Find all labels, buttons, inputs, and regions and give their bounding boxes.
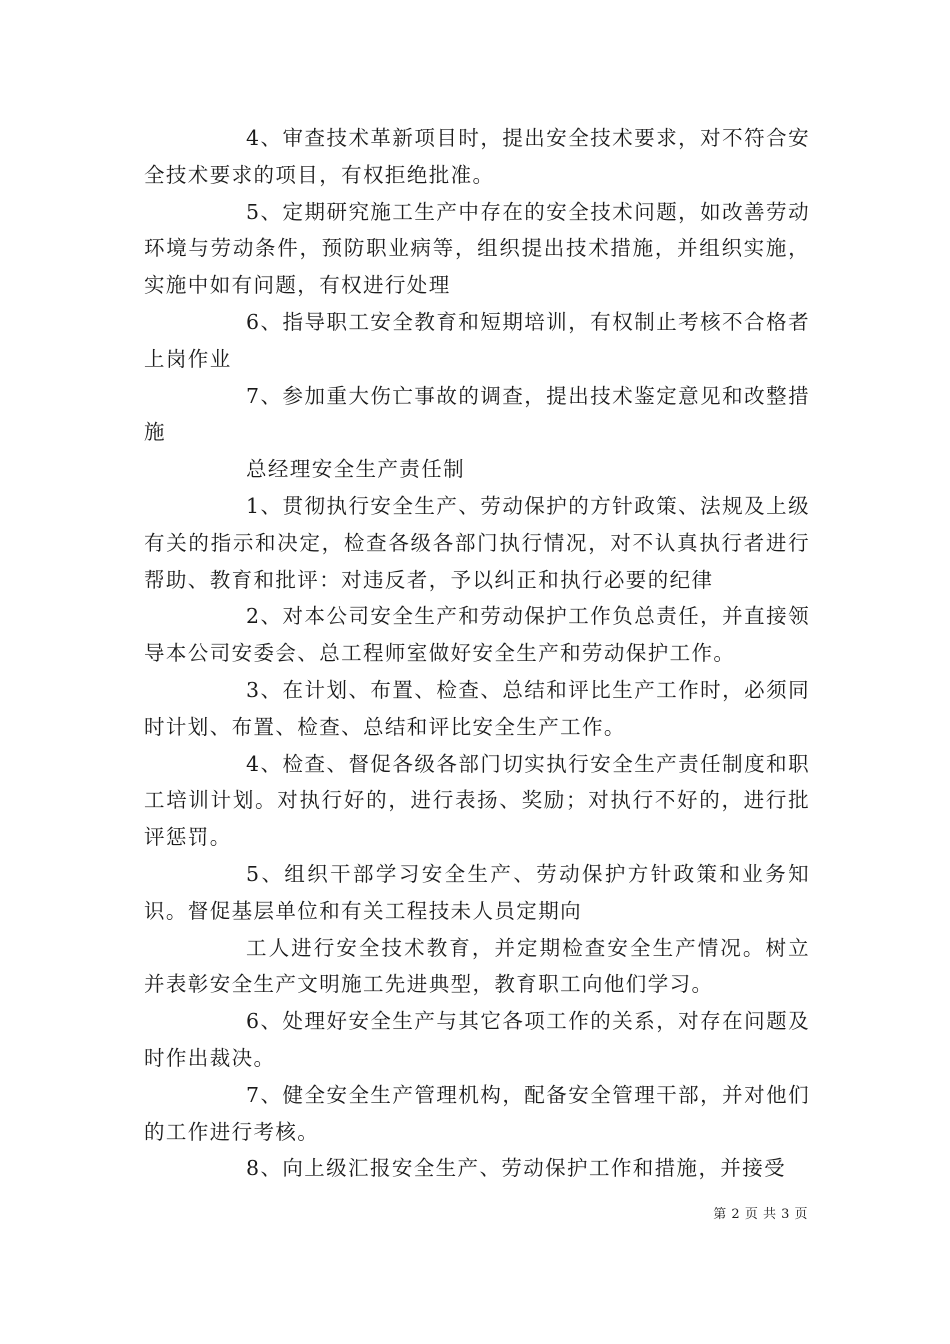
paragraph-report-to-superiors: 8、向上级汇报安全生产、劳动保护工作和措施，并接受 xyxy=(246,1156,787,1181)
paragraph-overall-responsibility: 2、对本公司安全生产和劳动保护工作负总责任，并直接领导本公司安委会、总工程师室做好安全生产和劳动保护工作。 xyxy=(144,604,810,666)
paragraph-management-structure: 7、健全安全生产管理机构，配备安全管理干部，并对他们的工作进行考核。 xyxy=(144,1082,810,1144)
paragraph-review-tech-innovation: 4、审查技术革新项目时，提出安全技术要求，对不符合安全技术要求的项目，有权拒绝批准。 xyxy=(144,126,810,187)
paragraph-study-safety-issues: 5、定期研究施工生产中存在的安全技术问题，如改善劳动环境与劳动条件，预防职业病等，组织提出技术措施，并组织实施，实施中如有问题，有权进行处理 xyxy=(144,199,810,298)
paragraph-worker-education: 工人进行安全技术教育，并定期检查安全生产情况。树立并表彰安全生产文明施工先进典型，教育职工向他们学习。 xyxy=(144,935,810,997)
section-heading-gm-responsibility: 总经理安全生产责任制 xyxy=(246,457,465,482)
paragraph-implement-policies: 1、贯彻执行安全生产、劳动保护的方针政策、法规及上级有关的指示和决定，检查各级各部门执行情况，对不认真执行者进行帮助、教育和批评：对违反者，予以纠正和执行必要的纪律 xyxy=(144,493,810,592)
paragraph-inspect-and-supervise: 4、检查、督促各级各部门切实执行安全生产责任制度和职工培训计划。对执行好的，进行表扬、奖励；对执行不好的，进行批评惩罚。 xyxy=(144,751,810,850)
paragraph-accident-investigation: 7、参加重大伤亡事故的调查，提出技术鉴定意见和改整措施 xyxy=(144,383,810,445)
paragraph-plan-and-review: 3、在计划、布置、检查、总结和评比生产工作时，必须同时计划、布置、检查、总结和评比安全生产工作。 xyxy=(144,677,810,739)
paragraph-organize-study: 5、组织干部学习安全生产、劳动保护方针政策和业务知识。督促基层单位和有关工程技未人员定期向 xyxy=(144,861,810,923)
document-body xyxy=(144,120,810,1187)
paragraph-guide-safety-education: 6、指导职工安全教育和短期培训，有权制止考核不合格者上岗作业 xyxy=(144,309,810,371)
page-number-footer: 第 2 页 共 3 页 xyxy=(713,1207,808,1222)
paragraph-handle-relations: 6、处理好安全生产与其它各项工作的关系，对存在问题及时作出裁决。 xyxy=(144,1009,810,1070)
